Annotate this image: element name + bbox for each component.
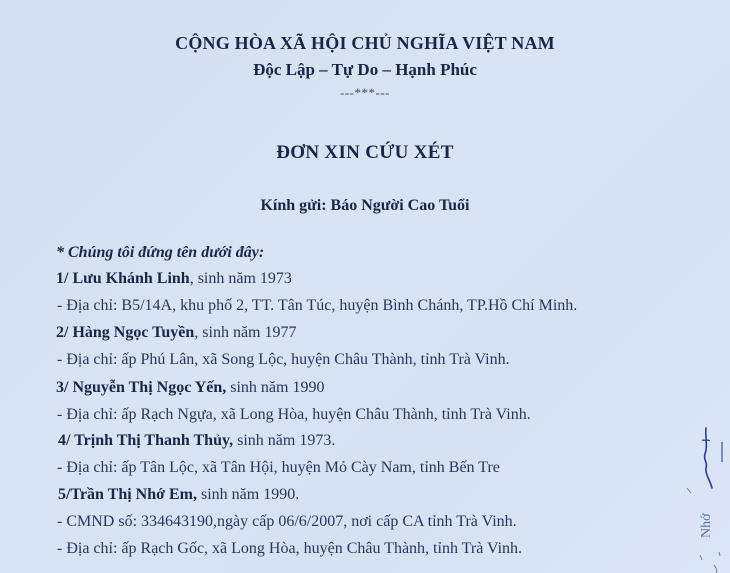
person-birth: sinh năm 1990.: [196, 486, 300, 503]
recipient-line: Kính gửi: Báo Người Cao Tuổi: [260, 197, 470, 214]
intro-line: * Chúng tôi đứng tên dưới đây:: [56, 244, 265, 261]
person-number: 4/: [58, 432, 75, 449]
person-birth: sinh năm 1973.: [233, 432, 336, 449]
person-3-address: - Địa chỉ: ấp Rạch Ngựa, xã Long Hòa, huyện Châu Thành, tỉnh Trà Vinh.: [57, 406, 531, 423]
person-birth: , sinh năm 1973: [189, 270, 292, 287]
person-number: 1/: [56, 270, 73, 287]
person-number: 5/: [58, 486, 71, 503]
person-birth: sinh năm 1990: [226, 379, 325, 396]
person-3-heading: [56, 379, 324, 397]
person-4-address: - Địa chỉ: ấp Tân Lộc, xã Tân Hội, huyện Mỏ Cày Nam, tỉnh Bến Tre: [57, 459, 500, 476]
person-1-address: - Địa chỉ: B5/14A, khu phố 2, TT. Tân Túc, huyện Bình Chánh, TP.Hồ Chí Minh.: [57, 297, 578, 314]
person-4-heading: [58, 432, 335, 450]
handwritten-signature-icon: [672, 410, 730, 573]
header-separator: ---***---: [340, 85, 390, 100]
person-5-id-card: - CMND số: 334643190,ngày cấp 06/6/2007, nơi cấp CA tỉnh Trà Vinh.: [57, 513, 517, 530]
person-name: Nguyễn Thị Ngọc Yến,: [72, 379, 227, 396]
document-title: ĐƠN XIN CỨU XÉT: [276, 142, 454, 163]
national-title: CỘNG HÒA XÃ HỘI CHỦ NGHĨA VIỆT NAM: [175, 33, 555, 53]
person-name: Hàng Ngọc Tuyền: [72, 324, 195, 341]
person-number: 3/: [56, 379, 73, 396]
person-2-heading: [56, 324, 296, 342]
margin-annotation-text: Nhớ: [699, 513, 714, 538]
person-birth: , sinh năm 1977: [194, 324, 297, 341]
person-number: 2/: [56, 324, 73, 341]
person-5-heading: [58, 486, 299, 504]
person-1-heading: [56, 270, 292, 288]
person-name: Lưu Khánh Linh: [72, 270, 190, 287]
person-2-address: - Địa chỉ: ấp Phú Lân, xã Song Lộc, huyện Châu Thành, tỉnh Trà Vinh.: [57, 351, 510, 368]
national-motto: Độc Lập – Tự Do – Hạnh Phúc: [253, 60, 477, 79]
person-5-address: - Địa chỉ: ấp Rạch Gốc, xã Long Hòa, huyện Châu Thành, tỉnh Trà Vinh.: [57, 540, 523, 557]
person-name: Trần Thị Nhớ Em,: [70, 486, 197, 503]
person-name: Trịnh Thị Thanh Thủy,: [74, 432, 234, 449]
